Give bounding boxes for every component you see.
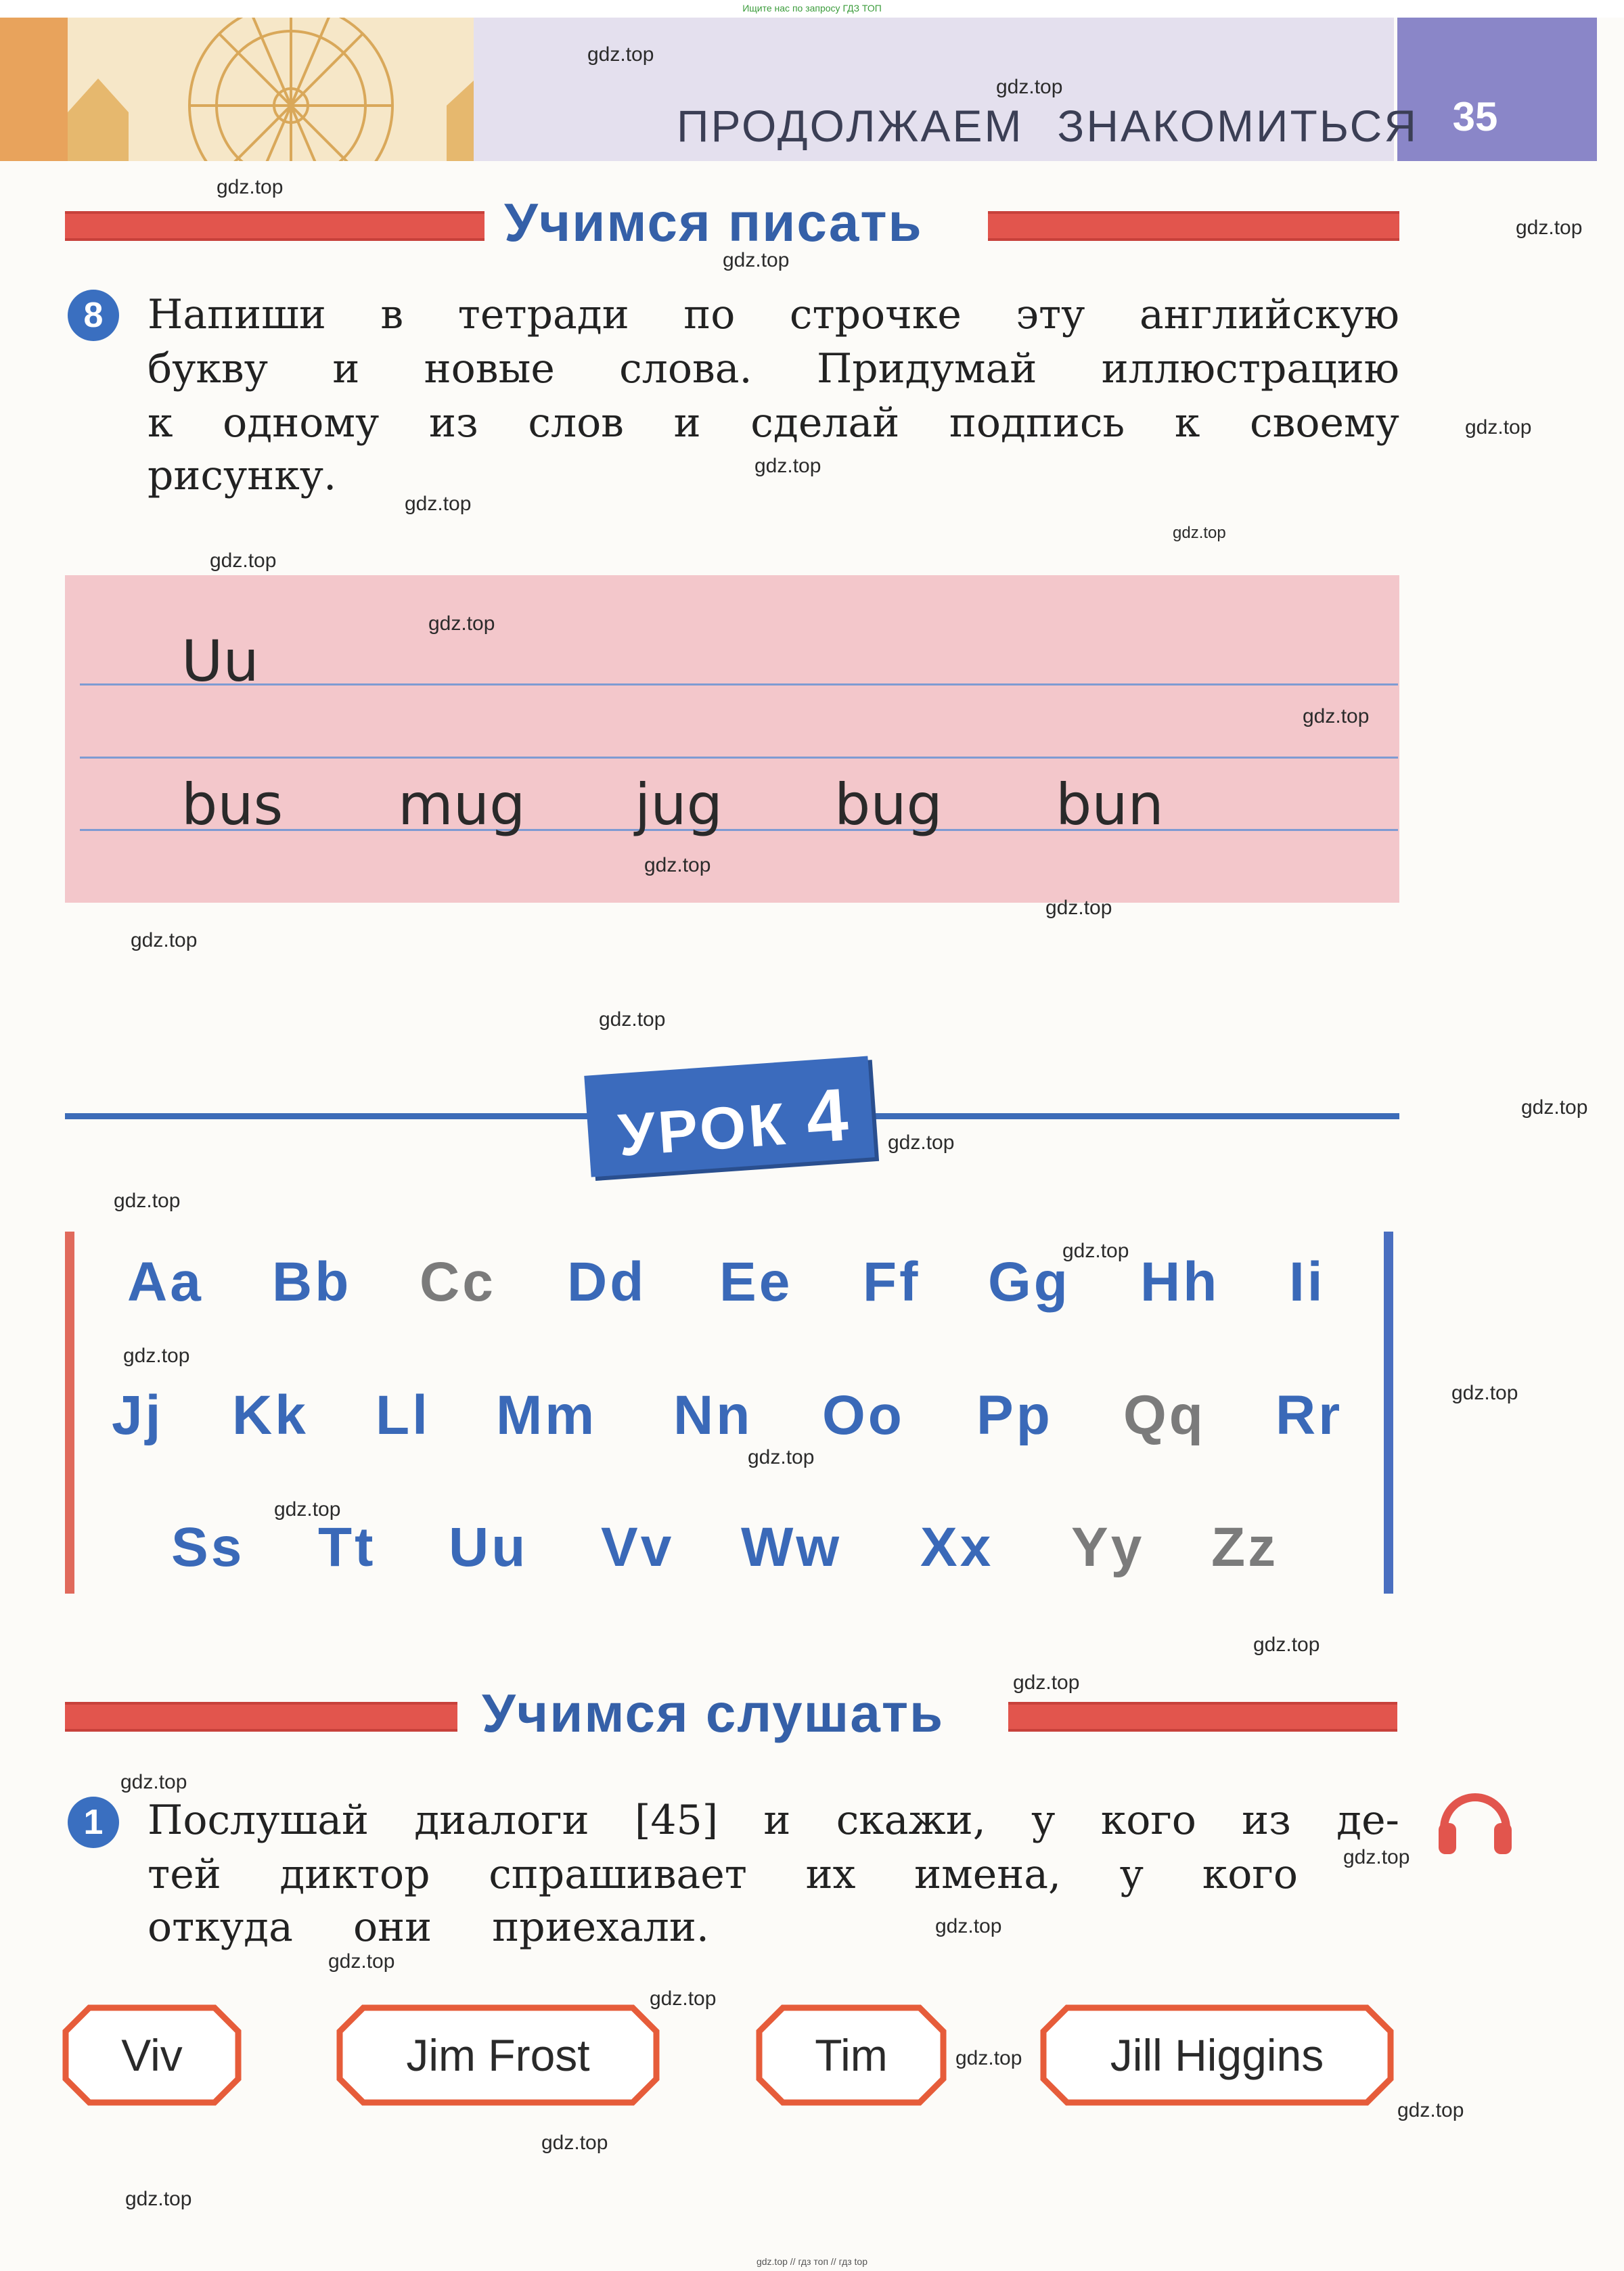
- word: по: [683, 291, 736, 338]
- name-tag: [1040, 2004, 1394, 2106]
- alphabet-letter: Pp: [976, 1385, 1053, 1446]
- alphabet-letter: Ss: [171, 1516, 245, 1578]
- alphabet-letter: Xx: [920, 1516, 994, 1578]
- word: тей: [148, 1851, 221, 1898]
- word: сделай: [750, 399, 900, 447]
- word: эту: [1016, 291, 1085, 338]
- name-tag-label: Jim Frost: [406, 2030, 590, 2080]
- name-tag-label: Tim: [815, 2030, 888, 2080]
- writing-rule: [80, 683, 1398, 685]
- word: тетради: [457, 291, 629, 338]
- word: своему: [1250, 399, 1399, 447]
- task-number-8: 8: [68, 290, 119, 341]
- watermark: gdz.top: [114, 1190, 181, 1212]
- word: диктор: [279, 1851, 430, 1898]
- word: кого: [1100, 1797, 1196, 1844]
- watermark: gdz.top: [428, 612, 495, 635]
- alphabet-letter: Zz: [1211, 1516, 1279, 1578]
- ribbon-left: [65, 1702, 457, 1732]
- alphabet-letter: Oo: [822, 1385, 905, 1446]
- ribbon-right: [988, 211, 1399, 241]
- practice-word: bus: [181, 771, 284, 838]
- watermark: gdz.top: [1045, 897, 1112, 919]
- word: и: [673, 399, 701, 447]
- task-line: [148, 399, 1399, 447]
- practice-word: jug: [635, 771, 723, 838]
- alphabet-border-left: [65, 1232, 74, 1594]
- alphabet-letter: Qq: [1123, 1385, 1206, 1446]
- watermark: gdz.top: [748, 1446, 815, 1468]
- task-line: [148, 345, 1399, 392]
- watermark: gdz.top: [125, 2188, 192, 2210]
- section-title-listen: Учимся слушать: [482, 1683, 945, 1743]
- watermark: gdz.top: [644, 854, 711, 876]
- word: диалоги: [414, 1797, 589, 1844]
- alphabet-letter: Ww: [741, 1516, 842, 1578]
- word: из: [1242, 1797, 1291, 1844]
- name-tag-label: Viv: [121, 2030, 183, 2080]
- header-title: [677, 100, 1452, 152]
- watermark: gdz.top: [1253, 1634, 1320, 1656]
- page-number: 35: [1452, 94, 1498, 139]
- watermark: gdz.top: [405, 493, 472, 515]
- watermark: gdz.top: [123, 1345, 190, 1367]
- alphabet-letter: Kk: [232, 1385, 309, 1446]
- watermark: gdz.top: [1516, 217, 1583, 239]
- ribbon-right: [1008, 1702, 1397, 1732]
- word: из: [428, 399, 478, 447]
- alphabet-letter: Hh: [1140, 1251, 1220, 1313]
- section-title-write: Учимся писать: [504, 192, 923, 252]
- watermark: gdz.top: [935, 1915, 1002, 1937]
- watermark: gdz.top: [1397, 2099, 1464, 2121]
- word: слова.: [619, 345, 752, 392]
- word: их: [805, 1851, 856, 1898]
- word: у: [1119, 1851, 1144, 1898]
- word: скажи,: [836, 1797, 986, 1844]
- headphones-icon: [1435, 1780, 1516, 1861]
- word: имена,: [914, 1851, 1062, 1898]
- word: приехали.: [492, 1904, 709, 1951]
- watermark: gdz.top: [131, 929, 198, 951]
- name-tag-label: Jill Higgins: [1110, 2030, 1324, 2080]
- watermark: gdz.top: [1062, 1240, 1129, 1262]
- task-line: [148, 1851, 1298, 1898]
- word: и: [332, 345, 360, 392]
- header-title-word: ЗНАКОМИТЬСЯ: [1057, 101, 1418, 151]
- alphabet-letter: Gg: [988, 1251, 1070, 1313]
- alphabet-letter: Uu: [449, 1516, 528, 1578]
- alphabet-letter: Ll: [376, 1385, 430, 1446]
- lesson-word: УРОК: [616, 1089, 790, 1169]
- watermark: gdz.top: [1451, 1382, 1518, 1404]
- alphabet-letter: Ii: [1289, 1251, 1326, 1313]
- word: [45]: [634, 1797, 719, 1844]
- alphabet-letter: Yy: [1071, 1516, 1145, 1578]
- alphabet-letter: Nn: [673, 1385, 753, 1446]
- name-tag: [756, 2004, 947, 2106]
- alphabet-letter: Mm: [496, 1385, 597, 1446]
- task-line: [148, 452, 336, 499]
- watermark: gdz.top: [1521, 1096, 1588, 1119]
- alphabet-letter: Tt: [318, 1516, 376, 1578]
- word: у: [1031, 1797, 1056, 1844]
- alphabet-letter: Ee: [719, 1251, 793, 1313]
- watermark: gdz.top: [723, 249, 790, 271]
- watermark: gdz.top: [1173, 524, 1226, 542]
- practice-word: bun: [1056, 771, 1164, 838]
- watermark: gdz.top: [955, 2047, 1022, 2069]
- watermark: gdz.top: [217, 176, 284, 198]
- watermark: gdz.top: [1343, 1846, 1410, 1868]
- word: рисунку.: [148, 452, 337, 499]
- alphabet-letter: Bb: [272, 1251, 352, 1313]
- word: откуда: [148, 1904, 293, 1951]
- name-tag: [336, 2004, 660, 2106]
- word: английскую: [1140, 291, 1399, 338]
- word: к: [148, 399, 173, 447]
- header-title-word: ПРОДОЛЖАЕМ: [677, 101, 1024, 151]
- watermark: gdz.top: [120, 1771, 187, 1793]
- word: в: [380, 291, 404, 338]
- task-line: [148, 1797, 1399, 1844]
- watermark: gdz.top: [274, 1498, 341, 1521]
- alphabet-letter: Jj: [112, 1385, 164, 1446]
- word: де-: [1336, 1797, 1399, 1844]
- word: слов: [528, 399, 624, 447]
- word: одному: [223, 399, 380, 447]
- word: Придумай: [816, 345, 1037, 392]
- alphabet-letter: Cc: [420, 1251, 496, 1313]
- word: строчке: [789, 291, 962, 338]
- writing-practice-panel: [65, 575, 1399, 903]
- header-orange-band: [0, 18, 74, 161]
- watermark: gdz.top: [1303, 705, 1370, 727]
- watermark: gdz.top: [754, 455, 821, 477]
- name-tag: [62, 2004, 242, 2106]
- word: иллюстрацию: [1101, 345, 1399, 392]
- bottom-note: gdz.top // гдз топ // гдз top: [756, 2256, 868, 2267]
- task-line: [148, 1904, 709, 1951]
- alphabet-letter: Ff: [863, 1251, 921, 1313]
- alphabet-letter: Vv: [601, 1516, 675, 1578]
- task-number-1: 1: [68, 1797, 119, 1848]
- word: новые: [424, 345, 555, 392]
- writing-rule: [80, 757, 1398, 759]
- alphabet-letter: Rr: [1276, 1385, 1343, 1446]
- watermark: gdz.top: [210, 549, 277, 572]
- word: подпись: [949, 399, 1125, 447]
- practice-letter: Uu: [181, 628, 259, 694]
- watermark: gdz.top: [587, 43, 654, 66]
- watermark: gdz.top: [1013, 1671, 1080, 1694]
- lesson-number: 4: [803, 1073, 853, 1159]
- watermark: gdz.top: [1465, 416, 1532, 439]
- watermark: gdz.top: [650, 1987, 717, 2010]
- watermark: gdz.top: [996, 76, 1063, 98]
- word: Напиши: [148, 291, 326, 338]
- practice-word: bug: [834, 771, 943, 838]
- watermark: gdz.top: [328, 1950, 395, 1973]
- top-note: Ищите нас по запросу ГДЗ ТОП: [742, 3, 882, 14]
- practice-word: mug: [398, 771, 526, 838]
- watermark: gdz.top: [541, 2132, 608, 2154]
- word: спрашивает: [489, 1851, 747, 1898]
- word: они: [353, 1904, 432, 1951]
- word: и: [763, 1797, 791, 1844]
- word: к: [1174, 399, 1200, 447]
- word: кого: [1202, 1851, 1298, 1898]
- task-line: [148, 291, 1399, 338]
- word: Послушай: [148, 1797, 369, 1844]
- word: букву: [148, 345, 269, 392]
- alphabet-border-right: [1384, 1232, 1393, 1594]
- watermark: gdz.top: [888, 1131, 955, 1154]
- alphabet-letter: Dd: [567, 1251, 647, 1313]
- watermark: gdz.top: [599, 1008, 666, 1031]
- alphabet-letter: Aa: [127, 1251, 204, 1313]
- ribbon-left: [65, 211, 484, 241]
